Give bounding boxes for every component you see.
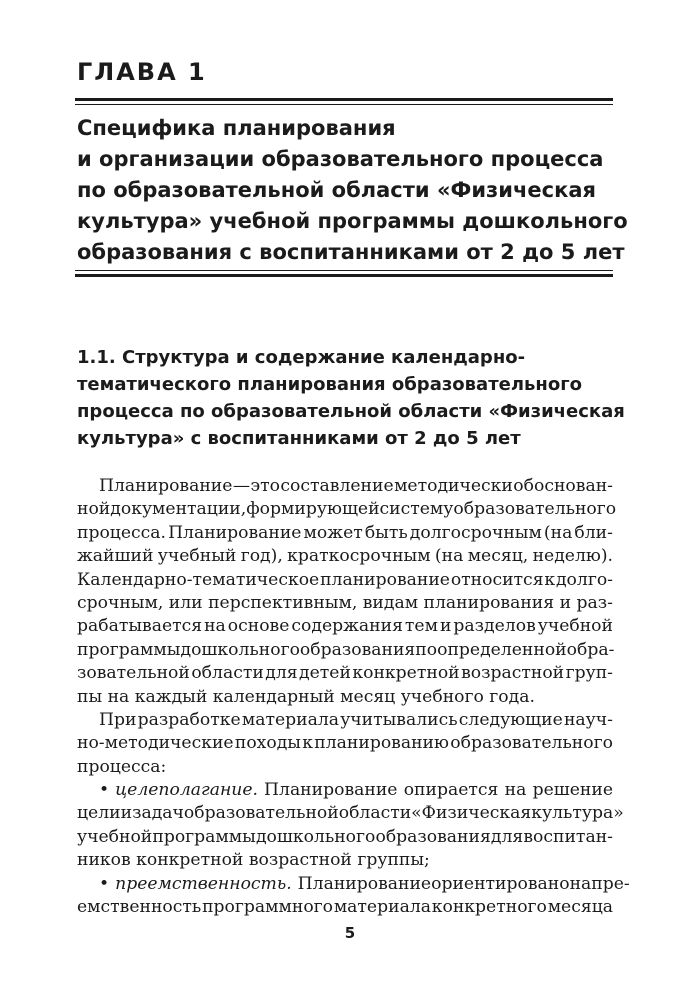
paragraph-line: процесса: — [77, 756, 167, 777]
paragraph-line: ников конкретной возрастной группы; — [77, 850, 430, 871]
section-title-line: тематического планирования образовательного — [77, 374, 582, 395]
paragraph-line: рабатывается на основе содержания тем и разделов учебной — [77, 616, 613, 637]
paragraph-line: цели и задач образовательной области «Физическая культура» — [77, 803, 624, 824]
paragraph-line: процесса. Планирование может быть долгосрочным (на бли- — [77, 522, 613, 543]
body-text — [77, 475, 630, 919]
bottom-thick-rule — [75, 274, 613, 277]
paragraph-line: учебной программы дошкольного образования для воспитан- — [77, 826, 613, 847]
bullet-text: Планирование опирается на решение — [264, 780, 613, 801]
bottom-thin-rule — [75, 270, 613, 271]
bullet-text: Планирование ориентировано на пре- — [297, 873, 630, 894]
chapter-title-line: по образовательной области «Физическая — [77, 178, 596, 202]
section-title-line: процесса по образовательной области «Физическая — [77, 401, 625, 422]
paragraph-line: ной документации, формирующей систему образовательного — [77, 499, 617, 520]
bullet-icon: • — [99, 780, 110, 801]
chapter-title-line: образования с воспитанниками от 2 до 5 лет — [77, 240, 625, 264]
top-thick-rule — [75, 98, 613, 101]
page-number: 5 — [344, 924, 356, 942]
chapter-title-line: Специфика планирования — [77, 116, 396, 140]
paragraph-line: пы на каждый календарный месяц учебного года. — [77, 686, 535, 707]
paragraph-line: Календарно-тематическое планирование относится к долго- — [77, 569, 613, 590]
paragraph-line: срочным, или перспективным, видам планирования и раз- — [77, 592, 613, 613]
paragraph-line: емственность программного материала конкретного месяца — [77, 897, 613, 918]
chapter-title-line: культура» учебной программы дошкольного — [77, 209, 628, 233]
bullet-item — [77, 779, 613, 802]
chapter-label: ГЛАВА 1 — [77, 58, 207, 86]
paragraph-line: зовательной области для детей конкретной возрастной груп- — [77, 663, 613, 684]
bullet-icon: • — [99, 873, 110, 894]
paragraph-line: программы дошкольного образования по определенной обра- — [77, 639, 615, 660]
paragraph-line: Планирование — это составление методически обоснован- — [99, 476, 613, 496]
paragraph-line: При разработке материала учитывались следующие науч- — [99, 709, 613, 730]
bullet-term: целеполагание. — [115, 780, 259, 801]
section-title-line: культура» с воспитанниками от 2 до 5 лет — [77, 428, 521, 449]
top-thin-rule — [75, 104, 613, 105]
section-title — [77, 344, 637, 452]
paragraph-line: но-методические походы к планированию образовательного — [77, 733, 613, 754]
paragraph-line: жайший учебный год), краткосрочным (на месяц, неделю). — [77, 546, 613, 567]
chapter-title-line: и организации образовательного процесса — [77, 147, 604, 171]
bullet-term: преемственность. — [115, 873, 292, 894]
section-title-line: 1.1. Структура и содержание календарно- — [77, 347, 526, 368]
chapter-title — [77, 113, 637, 268]
bullet-item — [77, 873, 630, 896]
